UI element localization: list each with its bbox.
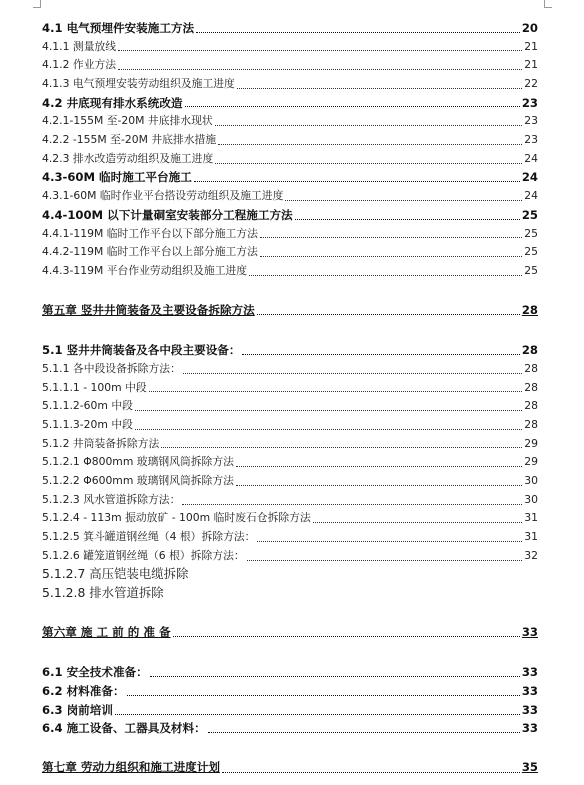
dot-leader: [118, 50, 522, 51]
toc-entry-page: 20: [521, 20, 538, 35]
toc-entry-page: 28: [524, 380, 538, 394]
toc-entry[interactable]: [42, 510, 538, 529]
toc-entry-page: 29: [524, 455, 538, 469]
dot-leader: [237, 88, 522, 89]
dot-leader: [208, 732, 520, 733]
dot-leader: [236, 466, 522, 467]
crop-mark-top-right: [544, 0, 552, 8]
toc-entry-page: 21: [524, 39, 538, 53]
toc-entry-page: 21: [524, 58, 538, 72]
section-4-entries: [42, 19, 538, 281]
toc-entry[interactable]: [42, 491, 538, 510]
toc-entry[interactable]: [42, 472, 538, 491]
toc-entry-title: 6.1 安全技术准备：: [42, 665, 148, 680]
toc-entry-title: 4.1.3 电气预埋安装劳动组织及施工进度: [42, 77, 235, 91]
toc-entry-page: 25: [524, 263, 538, 277]
chapter-6-page: 33: [521, 624, 538, 639]
toc-entry[interactable]: [42, 225, 538, 244]
toc-entry[interactable]: [42, 435, 538, 454]
section-6-entries: [42, 663, 538, 738]
toc-entry-page: 30: [524, 492, 538, 506]
toc-entry[interactable]: [42, 416, 538, 435]
dot-leader: [215, 125, 523, 126]
toc-entry[interactable]: [42, 453, 538, 472]
toc-entry[interactable]: [42, 56, 538, 75]
toc-entry-title: 5.1.2.2 Φ600mm 玻璃钢风筒拆除方法: [42, 474, 234, 488]
chapter-5-entry[interactable]: [42, 301, 538, 320]
toc-entry[interactable]: [42, 341, 538, 360]
toc-entry-title: 4.2.1-155M 至-20M 井底排水现状: [42, 114, 213, 128]
toc-entry-page: 30: [524, 474, 538, 488]
toc-entry-title: 4.1 电气预埋件安装施工方法: [42, 20, 195, 35]
toc-entry-title: 4.2.3 排水改造劳动组织及施工进度: [42, 151, 214, 165]
dot-leader: [295, 219, 520, 220]
toc-entry[interactable]: [42, 94, 538, 113]
dot-leader: [183, 373, 522, 374]
toc-entry-page: 22: [524, 77, 538, 91]
dot-leader: [257, 314, 520, 315]
toc-entry-title: 5.1.2.3 风水管道拆除方法：: [42, 492, 181, 506]
toc-entry[interactable]: [42, 262, 538, 281]
toc-entry-title: 5.1.2.5 箕斗罐道钢丝绳（4 根）拆除方法：: [42, 530, 256, 544]
toc-entry-page: 24: [524, 189, 538, 203]
toc-entry[interactable]: [42, 360, 538, 379]
section-5-entries: [42, 341, 538, 565]
dot-leader: [173, 636, 520, 637]
toc-entry-page: 23: [521, 95, 538, 110]
toc-entry-title: 6.2 材料准备：: [42, 684, 125, 699]
toc-entry[interactable]: [42, 584, 538, 603]
dot-leader: [313, 522, 522, 523]
dot-leader: [149, 391, 523, 392]
toc-entry[interactable]: [42, 150, 538, 169]
toc-entry-title: 5.1 竖井井筒装备及各中段主要设备：: [42, 343, 241, 358]
dot-leader: [182, 504, 522, 505]
toc-entry-page: 32: [524, 548, 538, 562]
chapter-7-entry[interactable]: [42, 758, 538, 777]
crop-mark-top-left: [33, 0, 41, 8]
toc-entry-page: 25: [524, 226, 538, 240]
toc-entry-title: 5.1.1.3-20m 中段: [42, 418, 133, 432]
toc-entry-title: 4.1.2 作业方法: [42, 58, 117, 72]
toc-entry[interactable]: [42, 19, 538, 38]
dot-leader: [222, 772, 520, 773]
toc-entry-page: 33: [521, 684, 538, 699]
toc-entry[interactable]: [42, 75, 538, 94]
toc-entry-page: 29: [524, 436, 538, 450]
dot-leader: [236, 485, 522, 486]
chapter-7-title: 第七章 劳动力组织和施工进度计划: [42, 760, 220, 775]
dot-leader: [215, 163, 522, 164]
toc-entry-page: 28: [524, 399, 538, 413]
dot-leader: [285, 200, 522, 201]
toc-entry-title: 5.1.2.4 - 113m 振动放矿 - 100m 临时废石仓拆除方法: [42, 511, 311, 525]
toc-entry-page: 28: [521, 343, 538, 358]
toc-entry-title: 5.1.2.7 高压铠装电缆拆除: [42, 566, 189, 582]
toc-entry-page: 33: [521, 665, 538, 680]
toc-entry-title: 4.1.1 测量放线: [42, 39, 117, 53]
toc-entry-title: 4.4.3-119M 平台作业劳动组织及施工进度: [42, 263, 248, 277]
toc-entry-page: 23: [524, 114, 538, 128]
toc-entry[interactable]: [42, 663, 538, 682]
toc-entry-title: 4.3.1-60M 临时作业平台搭设劳动组织及施工进度: [42, 189, 284, 203]
toc-entry-title: 4.3-60M 临时施工平台施工: [42, 170, 192, 185]
toc-entry-title: 5.1.1.2-60m 中段: [42, 399, 133, 413]
toc-entry[interactable]: [42, 169, 538, 188]
toc-entry-page: 24: [521, 170, 538, 185]
dot-leader: [260, 256, 522, 257]
toc-entry-page: 25: [521, 207, 538, 222]
toc-entry-page: 28: [524, 361, 538, 375]
dot-leader: [135, 410, 522, 411]
dot-leader: [135, 429, 522, 430]
toc-entry-title: 6.3 岗前培训: [42, 702, 113, 717]
chapter-7-page: 35: [521, 760, 538, 775]
toc-entry-page: 25: [524, 245, 538, 259]
chapter-6-title: 第六章 施 工 前 的 准 备: [42, 624, 171, 639]
toc-entry-title: 4.2 井底现有排水系统改造: [42, 95, 183, 110]
dot-leader: [218, 144, 522, 145]
dot-leader: [249, 275, 522, 276]
toc-entry[interactable]: [42, 206, 538, 225]
dot-leader: [185, 106, 520, 107]
toc-entry[interactable]: [42, 38, 538, 57]
toc-entry-page: 33: [521, 702, 538, 717]
chapter-6-entry[interactable]: [42, 623, 538, 642]
dot-leader: [127, 695, 520, 696]
toc-entry[interactable]: [42, 682, 538, 701]
toc-entry-title: 4.2.2 -155M 至-20M 井底排水措施: [42, 133, 217, 147]
toc-entry[interactable]: [42, 243, 538, 262]
toc-entry[interactable]: [42, 701, 538, 720]
table-of-contents: [42, 19, 538, 777]
toc-entry[interactable]: [42, 528, 538, 547]
toc-entry-page: 31: [524, 530, 538, 544]
dot-leader: [242, 354, 519, 355]
toc-entry-title: 5.1.1 各中段设备拆除方法：: [42, 361, 181, 375]
toc-entry-title: 5.1.2.8 排水管道拆除: [42, 585, 164, 601]
toc-entry-title: 5.1.1.1 - 100m 中段: [42, 380, 147, 394]
toc-entry-title: 4.4.2-119M 临时工作平台以上部分施工方法: [42, 245, 258, 259]
toc-entry-title: 5.1.2.1 Φ800mm 玻璃钢风筒拆除方法: [42, 455, 234, 469]
toc-entry-page: 33: [521, 721, 538, 736]
dot-leader: [247, 560, 523, 561]
toc-entry-title: 4.4-100M 以下计量硐室安装部分工程施工方法: [42, 207, 293, 222]
toc-entry-title: 6.4 施工设备、工器具及材料：: [42, 721, 206, 736]
chapter-5-title: 第五章 竖井井筒装备及主要设备拆除方法: [42, 302, 255, 317]
toc-entry[interactable]: [42, 720, 538, 739]
dot-leader: [161, 447, 522, 448]
toc-entry-page: 23: [524, 133, 538, 147]
toc-entry[interactable]: [42, 566, 538, 585]
toc-entry[interactable]: [42, 547, 538, 566]
toc-entry[interactable]: [42, 131, 538, 150]
dot-leader: [115, 714, 520, 715]
dot-leader: [150, 676, 520, 677]
toc-entry[interactable]: [42, 187, 538, 206]
toc-entry[interactable]: [42, 397, 538, 416]
toc-entry[interactable]: [42, 112, 538, 131]
dot-leader: [118, 69, 522, 70]
dot-leader: [260, 237, 522, 238]
chapter-5-page: 28: [521, 302, 538, 317]
toc-entry-page: 24: [524, 151, 538, 165]
toc-entry-title: 5.1.2 井筒装备拆除方法: [42, 436, 160, 450]
toc-entry[interactable]: [42, 379, 538, 398]
toc-entry-title: 4.4.1-119M 临时工作平台以下部分施工方法: [42, 226, 258, 240]
dot-leader: [194, 181, 520, 182]
toc-entry-page: 31: [524, 511, 538, 525]
dot-leader: [257, 541, 522, 542]
toc-entry-title: 5.1.2.6 罐笼道钢丝绳（6 根）拆除方法：: [42, 548, 245, 562]
dot-leader: [196, 32, 520, 33]
toc-entry-page: 28: [524, 418, 538, 432]
